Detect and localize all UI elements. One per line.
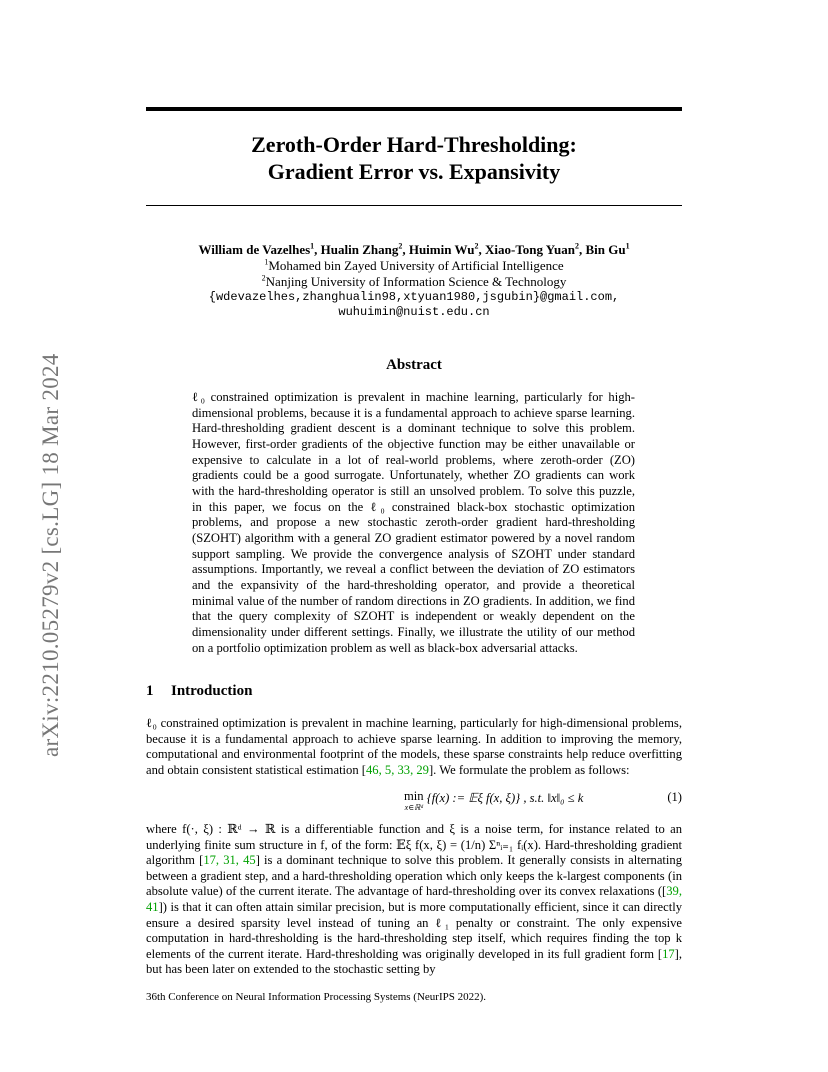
title-bottom-rule	[146, 205, 682, 206]
author-names: William de Vazelhes$^1$, Hualin Zhang$^2$, Huimin Wu$^2$, Xiao-Tong Yuan$^2$, Bin Gu$^1$	[198, 241, 630, 257]
arxiv-identifier-stamp: arXiv:2210.05279v2 [cs.LG] 18 Mar 2024	[38, 353, 63, 757]
author-name: Xiao-Tong Yuan	[484, 242, 575, 257]
author-name: William de Vazelhes	[198, 242, 311, 257]
equation-min-operator	[404, 790, 424, 814]
intro-paragraph-1	[146, 716, 682, 778]
min-label: min	[404, 789, 424, 803]
paragraph-text: ℓ₀ constrained optimization is prevalent in machine learning, particularly for high-dimensional problems, because it is a fundamental approach to achieve sparse learning. In addition to improving the memory, computational and environmental footprint of the models, these sparse constraints help reduce overfitting and obtain consistent statistical estimation [	[146, 716, 682, 777]
author-affiliation-mark: 1	[310, 241, 315, 251]
equation-body	[404, 790, 583, 814]
paragraph-text: ]. We formulate the problem as follows:	[428, 762, 630, 777]
author-block	[146, 242, 682, 320]
citation-link[interactable]: 17, 31, 45	[203, 853, 256, 868]
paragraph-text: ], but has been later on extended to the stochastic setting by	[146, 946, 682, 977]
title-line-2: Gradient Error vs. Expansivity	[267, 159, 561, 184]
affiliation-2	[146, 274, 682, 290]
citation-link[interactable]: 17	[662, 946, 675, 961]
title-line-1: Zeroth-Order Hard-Thresholding:	[251, 132, 577, 157]
author-emails: {wdevazelhes,zhanghualin98,xtyuan1980,jsgubin}@gmail.com,	[208, 290, 620, 304]
affiliation-mark: 1	[264, 257, 269, 267]
author-name: Bin Gu	[585, 242, 626, 257]
affiliation-name: Nanjing University of Information Science & Technology	[265, 274, 567, 289]
intro-paragraph-2	[146, 822, 682, 978]
affiliation-1	[146, 258, 682, 274]
abstract-heading: Abstract	[386, 357, 442, 373]
paragraph-text: where f(·, ξ) : ℝᵈ → ℝ is a differentiable function and ξ is a noise term, for instance related to an underlying finite sum structure in f, of the form: 𝔼ξ f(x, ξ) = (1/n) Σⁿᵢ₌₁ fᵢ(x). Hard-thresholding gradient algorithm [	[146, 822, 682, 868]
equation-number: (1)	[667, 790, 682, 804]
section-title: Introduction	[171, 683, 253, 699]
author-affiliation-mark: 2	[474, 241, 479, 251]
author-affiliation-mark: 2	[398, 241, 403, 251]
paragraph-text: ] is a dominant technique to solve this problem. It generally consists in alternating between a gradient step, and a hard-thresholding operation which only keeps the k-largest components (in absolute value) of the current iterate. The advantage of hard-thresholding over its convex relaxations ([	[146, 853, 683, 899]
title-top-rule	[146, 107, 682, 111]
author-email-2: wuhuimin@nuist.edu.cn	[338, 305, 490, 319]
affiliation-name: Mohamed bin Zayed University of Artificial Intelligence	[268, 258, 564, 273]
paper-title	[146, 131, 682, 185]
section-number: 1	[146, 683, 154, 699]
affiliation-mark: 2	[261, 273, 266, 283]
conference-footer: 36th Conference on Neural Information Processing Systems (NeurIPS 2022).	[146, 991, 487, 1003]
author-affiliation-mark: 2	[574, 241, 579, 251]
author-affiliation-mark: 1	[625, 241, 630, 251]
paragraph-text: ]) is that it can often attain similar precision, but is more computationally efficient, since it can directly ensure a desired sparsity level instead of tuning an ℓ₁ penalty or constraint. The only expensive computation in hard-thresholding is the hard-thresholding step itself, which requires finding the top k elements of the current iterate. Hard-thresholding was originally developed in its full gradient form [	[146, 899, 682, 961]
section-heading-introduction	[146, 683, 252, 700]
abstract-text: ℓ₀ constrained optimization is prevalent in machine learning, particularly for high-dimensional problems, because it is a fundamental approach to achieve sparse learning. Hard-thresholding gradient descent is a dominant technique to solve this problem. However, first-order gradients of the objective function may be either unavailable or expensive to calculate in a lot of real-world problems, where zeroth-order (ZO) gradients could be a good surrogate. Unfortunately, whether ZO gradients can work with the hard-thresholding operator is still an unsolved problem. To solve this puzzle, in this paper, we focus on the ℓ₀ constrained black-box stochastic optimization problems, and propose a new stochastic zeroth-order gradient hard-thresholding (SZOHT) algorithm with a general ZO gradient estimator powered by a novel random support sampling. We provide the convergence analysis of SZOHT under standard assumptions. Importantly, we reveal a conflict between the deviation of ZO estimators and the expansivity of the hard-thresholding operator, and provide a theoretical minimal value of the number of random directions in ZO gradients. In addition, we find that the query complexity of SZOHT is independent or weakly dependent on the dimensionality under different settings. Finally, we illustrate the utility of our method on a portfolio optimization problem as well as black-box adversarial attacks.	[192, 390, 635, 655]
min-subscript: x∈ℝᵈ	[404, 803, 423, 812]
citation-link[interactable]: 39, 41	[146, 884, 682, 914]
equation-1	[146, 790, 682, 816]
citation-link[interactable]: 46, 5, 33, 29	[366, 762, 429, 777]
author-name: Huimin Wu	[408, 242, 475, 257]
author-name: Hualin Zhang	[320, 242, 399, 257]
equation-expression: {f(x) := 𝔼ξ f(x, ξ)} , s.t. ‖x‖₀ ≤ k	[426, 791, 584, 805]
